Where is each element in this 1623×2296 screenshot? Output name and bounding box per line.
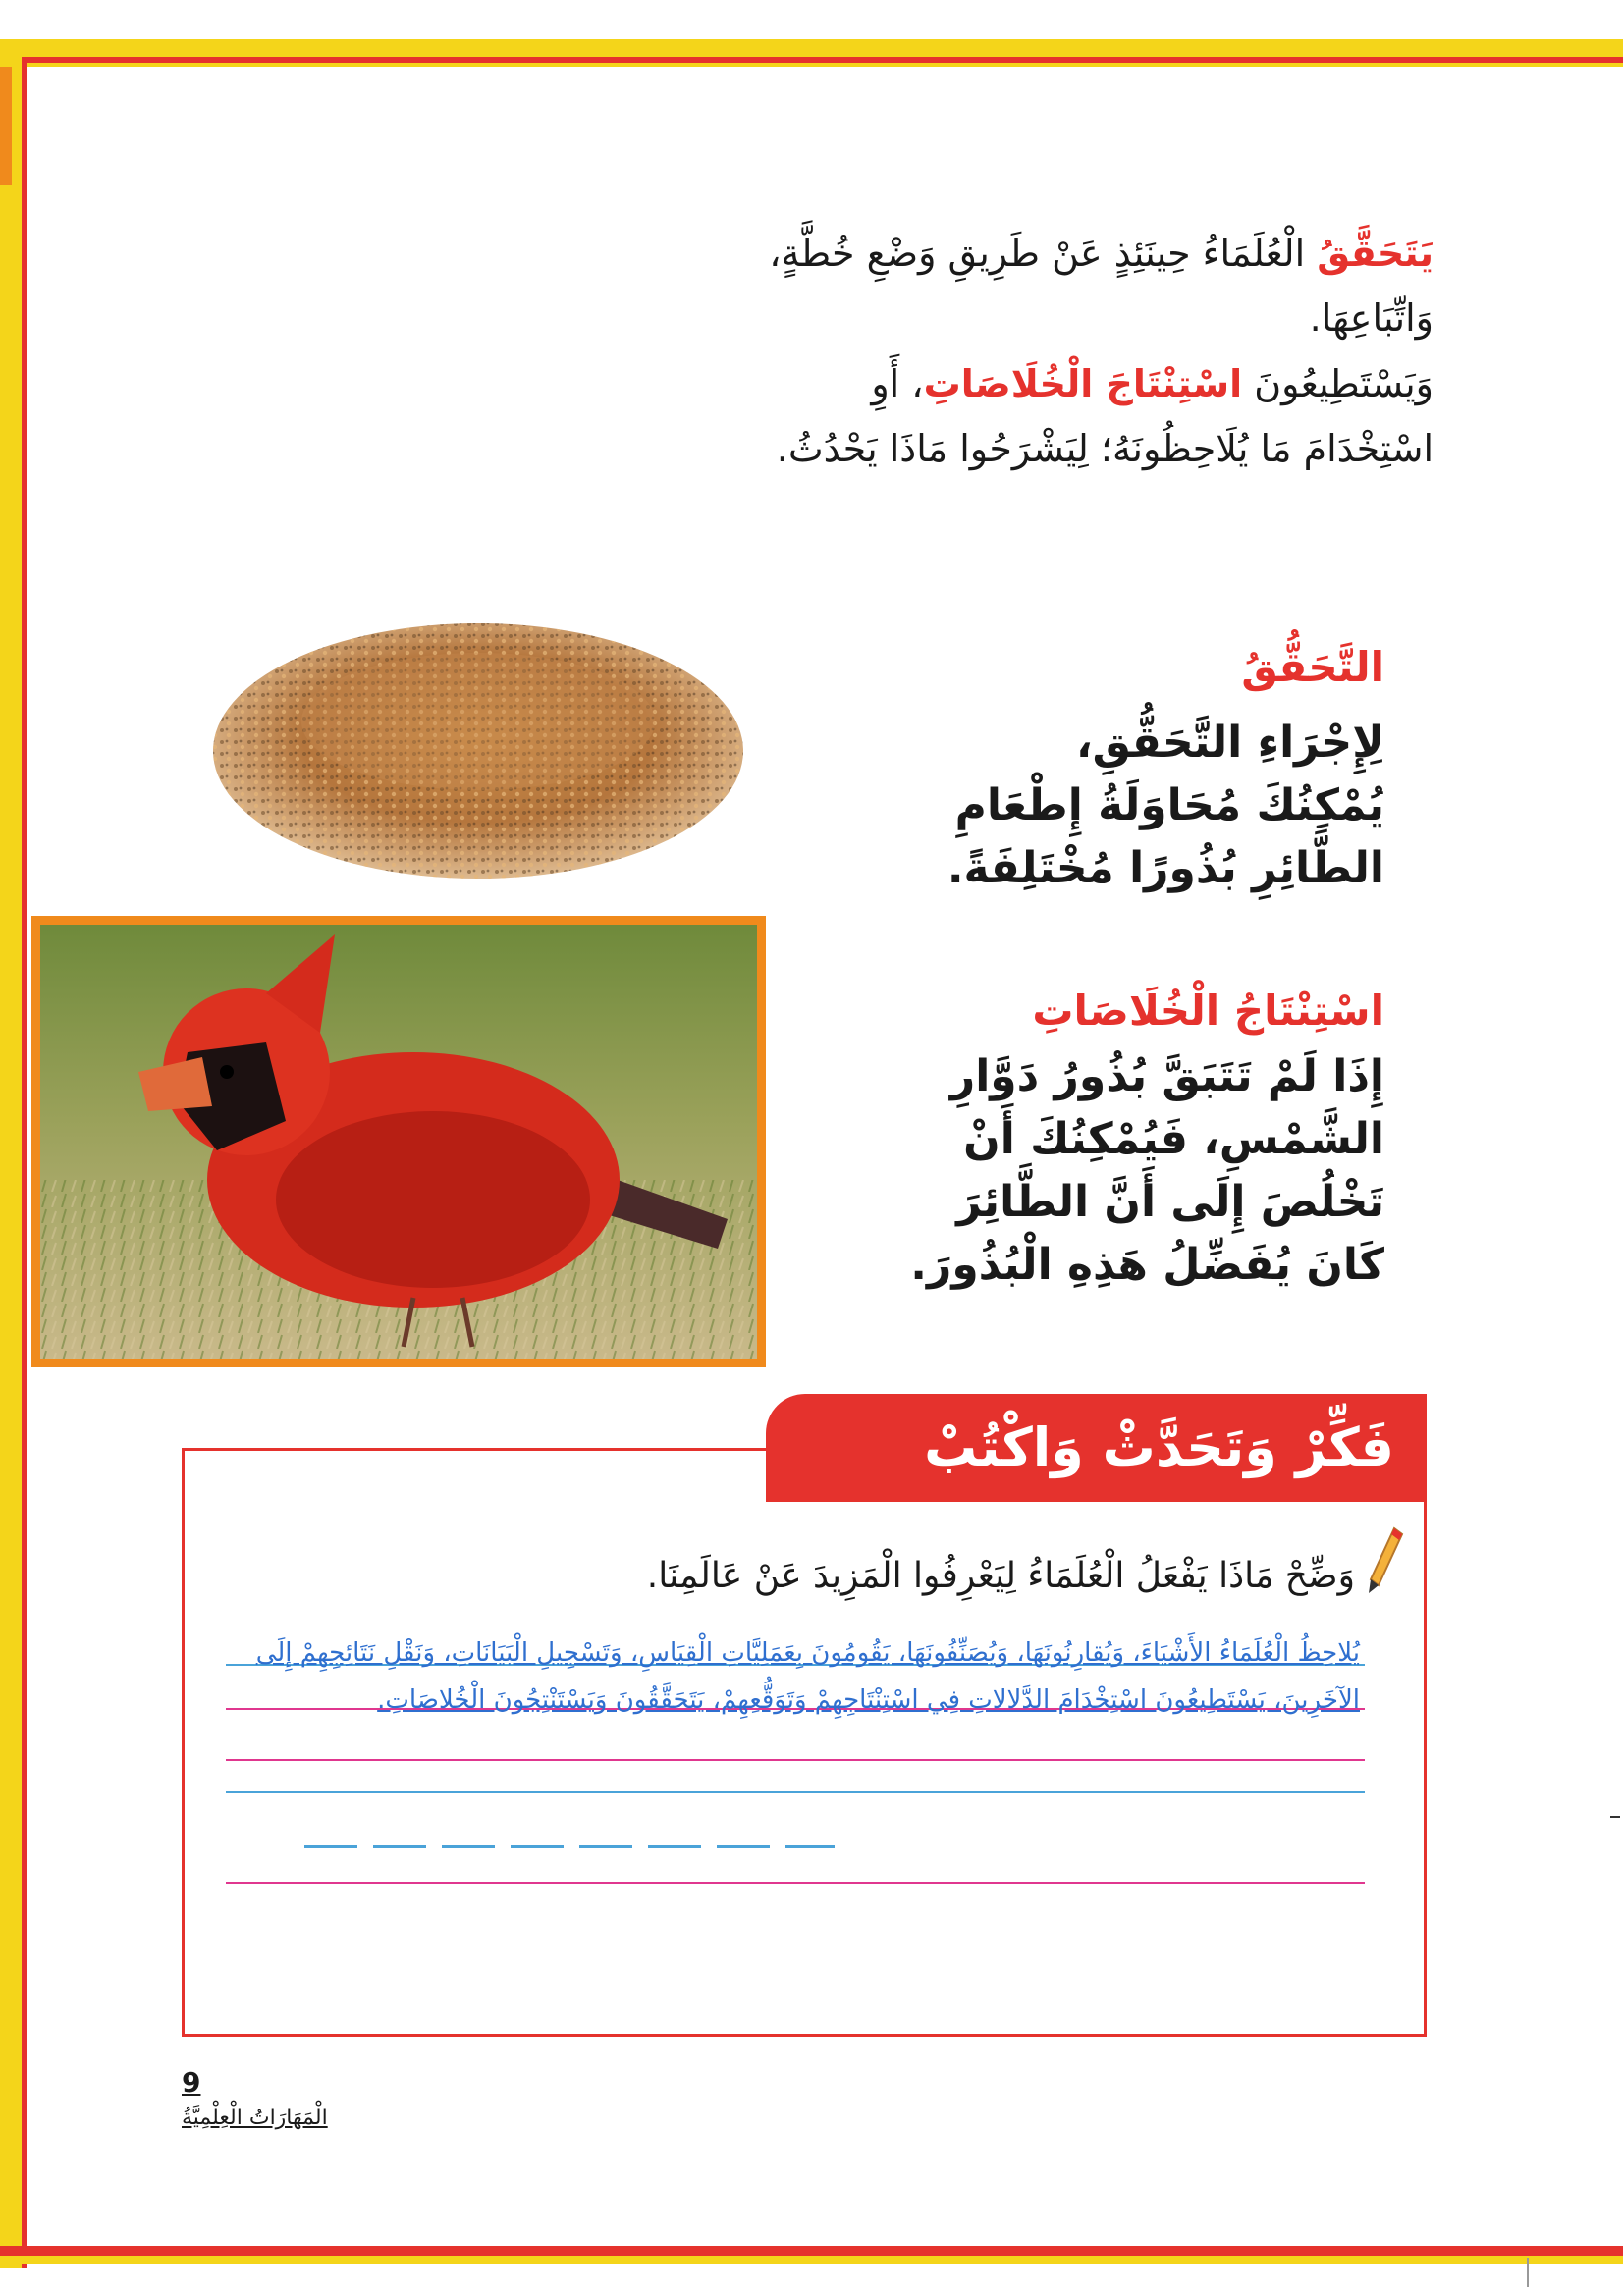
page-frame-top-stripe (0, 57, 1623, 63)
answer-rule-4 (226, 1791, 1365, 1793)
page-number: 9 (182, 2066, 201, 2099)
page-frame-bottom-stripe (0, 2256, 1623, 2264)
seeds-image (191, 574, 766, 913)
pencil-icon (1365, 1526, 1404, 1595)
intro-paragraph-text: الْعُلَمَاءُ حِينَئِذٍ عَنْ طَرِيقِ وَضْعِ خُطَّةٍ، وَاتِّبَاعِهَا. (769, 232, 1434, 340)
corner-mark (1527, 2258, 1529, 2287)
think-answer[interactable]: يُلاحِظُ الْعُلَمَاءُ الأَشْيَاءَ، وَيُقارِنُونَهَا، وَيُصَنِّفُونَهَا، يَقُومُونَ بِعَمَلِيَّاتِ الْقِيَاسِ، وَتَسْجِيلِ الْبَيَانَاتِ، وَنَقْلِ نَتَائِجِهِمْ إِلَى الآخَرِينَ، يَسْتَطِيعُونَ اسْتِخْدَامَ الدَّلالاتِ فِي اسْتِنْتَاجِهِمْ وَتَوَقُّعِهِمْ، يَتَحَقَّقُونَ وَيَسْتَنْتِجُونَ الْخُلاصَاتِ. (255, 1638, 1360, 1715)
conclusion-paragraph-text: ، أَوِ اسْتِخْدَامَ مَا يُلَاحِظُونَهُ؛ لِيَشْرَحُوا مَاذَا يَحْدُثُ. (776, 362, 1434, 470)
verify-heading: التَّحَقُّقُ (1241, 643, 1384, 691)
answer-rule-3 (226, 1759, 1365, 1761)
cardinal-bird-image (31, 916, 766, 1367)
intro-paragraph (766, 221, 1434, 350)
think-talk-write-box (182, 1448, 1427, 2037)
conclusion-text: إِذَا لَمْ تَتَبَقَّ بُذُورُ دَوَّارِ الشَّمْسِ، فَيُمْكِنُكَ أَنْ تَخْلُصَ إِلَى أَنَّ الطَّائِرَ كَانَ يُفَضِّلُ هَذِهِ الْبُذُورَ. (910, 1051, 1384, 1290)
margin-mark (1610, 1816, 1620, 1818)
verify-text: لِإِجْرَاءِ التَّحَقُّقِ، يُمْكِنُكَ مُحَاوَلَةُ إِطْعَامِ الطَّائِرِ بُذُورًا مُخْتَلِفَةً. (947, 718, 1384, 893)
think-talk-write-title: فَكِّرْ وَتَحَدَّثْ وَاكْتُبْ (924, 1416, 1394, 1478)
page-frame-bottom (0, 2246, 1623, 2256)
conclusion-paragraph-start: وَيَسْتَطِيعُونَ (1242, 362, 1434, 405)
answer-rule-5 (226, 1882, 1365, 1884)
answer-dashed-line (304, 1845, 835, 1848)
think-question: وَضِّحْ مَاذَا يَفْعَلُ الْعُلَمَاءُ لِيَعْرِفُوا الْمَزِيدَ عَنْ عَالَمِنَا. (646, 1556, 1355, 1596)
page-frame-left-stripe (22, 57, 27, 2268)
conclusion-paragraph (766, 351, 1434, 481)
term-verify: يَتَحَقَّقُ (1317, 232, 1434, 275)
term-draw-conclusions: اسْتِنْتَاجَ الْخُلَاصَاتِ (923, 362, 1243, 405)
conclusion-heading: اسْتِنْتَاجُ الْخُلَاصَاتِ (1032, 987, 1384, 1035)
section-label: الْمَهَارَاتُ الْعِلْمِيَّةُ (182, 2106, 328, 2130)
page-frame-tab (0, 67, 12, 185)
